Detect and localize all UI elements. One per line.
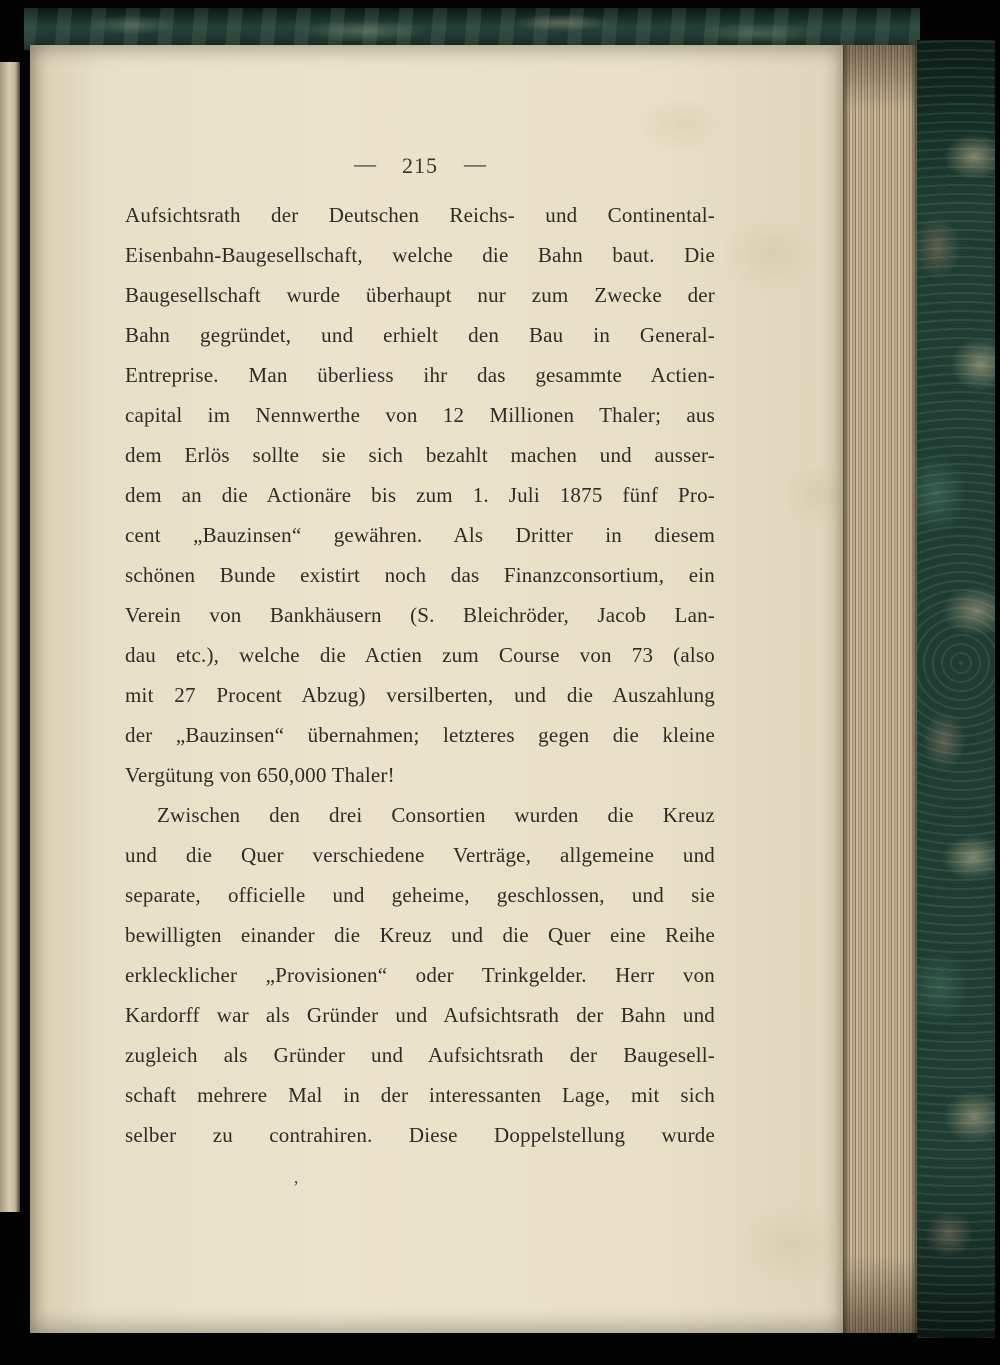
text-line: der „Bauzinsen“ übernahmen; letzteres gegen die kleine — [125, 723, 715, 747]
text-line: dem an die Actionäre bis zum 1. Juli 1875 fünf Pro- — [125, 483, 715, 507]
text-line: erklecklicher „Provisionen“ oder Trinkgelder. Herr von — [125, 963, 715, 987]
photo-right-edge — [995, 0, 1000, 1365]
header-rule-left: — — [354, 151, 376, 176]
text-line: Bahn gegründet, und erhielt den Bau in General- — [125, 323, 715, 347]
text-line: Eisenbahn-Baugesellschaft, welche die Bahn baut. Die — [125, 243, 715, 267]
text-line: zugleich als Gründer und Aufsichtsrath der Baugesell- — [125, 1043, 715, 1067]
text-line: mit 27 Procent Abzug) versilberten, und die Auszahlung — [125, 683, 715, 707]
stray-ink-mark: ’ — [293, 1177, 299, 1197]
text-line: cent „Bauzinsen“ gewähren. Als Dritter in diesem — [125, 523, 715, 547]
marbled-endpaper — [917, 40, 997, 1338]
text-line: Vergütung von 650,000 Thaler! — [125, 763, 395, 787]
text-line: schönen Bunde existirt noch das Finanzconsortium, ein — [125, 563, 715, 587]
text-line: separate, officielle und geheime, geschlossen, und sie — [125, 883, 715, 907]
header-rule-right: — — [464, 151, 486, 176]
adjacent-page-edge — [0, 62, 20, 1212]
page-number: 215 — [402, 153, 438, 178]
text-line: selber zu contrahiren. Diese Doppelstellung wurde — [125, 1123, 715, 1147]
page-block-fore-edge — [843, 45, 917, 1333]
text-line: dau etc.), welche die Actien zum Course von 73 (also — [125, 643, 715, 667]
book-cover-top-edge — [24, 8, 920, 50]
text-line: Aufsichtsrath der Deutschen Reichs- und Continental- — [125, 203, 715, 227]
text-line: Baugesellschaft wurde überhaupt nur zum Zwecke der — [125, 283, 715, 307]
page-header — [125, 149, 715, 183]
text-line: Entreprise. Man überliess ihr das gesammte Actien- — [125, 363, 715, 387]
text-line: Verein von Bankhäusern (S. Bleichröder, Jacob Lan- — [125, 603, 715, 627]
text-line: Kardorff war als Gründer und Aufsichtsrath der Bahn und — [125, 1003, 715, 1027]
text-line: Zwischen den drei Consortien wurden die Kreuz — [157, 803, 715, 827]
text-block — [125, 195, 715, 1155]
text-line: capital im Nennwerthe von 12 Millionen Thaler; aus — [125, 403, 715, 427]
text-line: schaft mehrere Mal in der interessanten Lage, mit sich — [125, 1083, 715, 1107]
text-line: bewilligten einander die Kreuz und die Quer eine Reihe — [125, 923, 715, 947]
text-line: dem Erlös sollte sie sich bezahlt machen und ausser- — [125, 443, 715, 467]
book-page — [30, 45, 843, 1333]
text-line: und die Quer verschiedene Verträge, allgemeine und — [125, 843, 715, 867]
